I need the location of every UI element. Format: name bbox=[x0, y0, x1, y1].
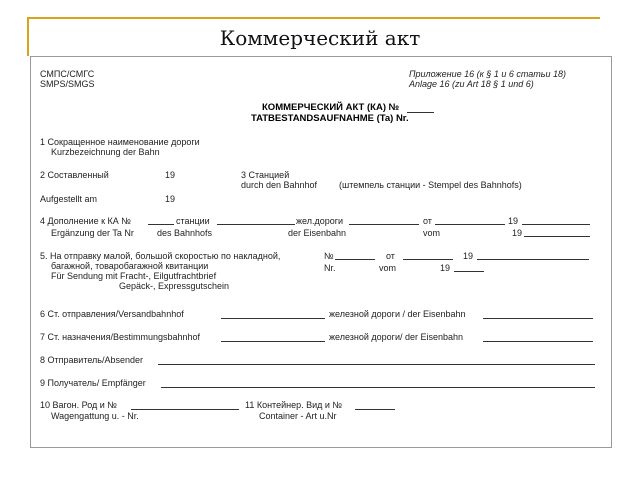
field-5-19: 19 bbox=[463, 251, 474, 261]
field-6-a: 6 Ст. отправления/Versandbahnhof bbox=[40, 309, 184, 319]
field-line bbox=[349, 224, 419, 225]
field-line bbox=[403, 259, 453, 260]
field-3-de: durch den Bahnhof bbox=[241, 180, 318, 190]
heading-ru: КОММЕРЧЕСКИЙ АКТ (КА) № bbox=[262, 102, 400, 113]
field-4-de-a: Ergänzung der Ta Nr bbox=[51, 228, 134, 238]
field-4-ru-a: 4 Дополнение к КА № bbox=[40, 216, 131, 226]
field-5-vom: vom bbox=[379, 263, 397, 273]
field-4-de-e: 19 bbox=[512, 228, 523, 238]
field-5-ru-2: багажной, товаробагажной квитанции bbox=[51, 261, 209, 271]
act-number-line bbox=[407, 112, 434, 113]
field-4-ru-b: станции bbox=[176, 216, 210, 226]
field-5-nr: Nr. bbox=[324, 263, 336, 273]
field-4-de-c: der Eisenbahn bbox=[288, 228, 347, 238]
field-3-ru: 3 Станцией bbox=[241, 170, 290, 180]
field-line bbox=[148, 224, 174, 225]
field-6-b: железной дороги / der Eisenbahn bbox=[329, 309, 466, 319]
field-line bbox=[131, 409, 239, 410]
field-11-de: Container - Art u.Nr bbox=[259, 411, 337, 421]
field-9: 9 Получатель/ Empfänger bbox=[40, 378, 146, 388]
station-stamp: (штемпель станции - Stempel des Bahnhofs) bbox=[339, 180, 522, 190]
field-5-19b: 19 bbox=[440, 263, 451, 273]
field-4-de-d: vom bbox=[423, 228, 441, 238]
appendix-ru: Приложение 16 (к § 1 и 6 статьи 18) bbox=[409, 69, 567, 79]
field-5-de-2: Gepäck-, Expressgutschein bbox=[119, 281, 230, 291]
field-line bbox=[524, 236, 590, 237]
field-2-year: 19 bbox=[165, 170, 176, 180]
field-10-de: Wagengattung u. - Nr. bbox=[51, 411, 139, 421]
field-2-year-de: 19 bbox=[165, 194, 176, 204]
field-1-ru: 1 Сокращенное наименование дороги bbox=[40, 137, 200, 147]
field-2-ru: 2 Составленный bbox=[40, 170, 109, 180]
field-4-ru-e: 19 bbox=[508, 216, 519, 226]
accent-rule-top bbox=[27, 17, 600, 19]
field-5-no: № bbox=[324, 251, 334, 261]
field-line bbox=[158, 364, 595, 365]
field-line bbox=[483, 318, 593, 319]
field-4-ru-d: от bbox=[423, 216, 432, 226]
field-line bbox=[477, 259, 589, 260]
field-7-a: 7 Ст. назначения/Bestimmungsbahnhof bbox=[40, 332, 201, 342]
commercial-act-form bbox=[30, 56, 612, 448]
field-line bbox=[161, 387, 595, 388]
field-line bbox=[217, 224, 295, 225]
appendix-de: Anlage 16 (zu Art 18 § 1 und 6) bbox=[409, 79, 534, 89]
field-7-b: железной дороги/ der Eisenbahn bbox=[329, 332, 464, 342]
field-line bbox=[221, 318, 325, 319]
field-11-ru: 11 Контейнер. Вид и № bbox=[245, 400, 343, 410]
field-4-ru-c: жел.дороги bbox=[296, 216, 344, 226]
heading-de: TATBESTANDSAUFNAHME (Ta) Nr. bbox=[251, 113, 409, 124]
field-line bbox=[355, 409, 395, 410]
field-8: 8 Отправитель/Absender bbox=[40, 355, 144, 365]
slide-title: Коммерческий акт bbox=[219, 26, 421, 50]
field-line bbox=[221, 341, 325, 342]
field-5-ot: от bbox=[386, 251, 395, 261]
field-line bbox=[435, 224, 505, 225]
org-de: SMPS/SMGS bbox=[40, 79, 95, 89]
field-1-de: Kurzbezeichnung der Bahn bbox=[51, 147, 160, 157]
field-5-de-1: Für Sendung mit Fracht-, Eilgutfrachtbrief bbox=[51, 271, 217, 281]
field-2-de: Aufgestellt am bbox=[40, 194, 98, 204]
org-ru: СМПС/СМГС bbox=[40, 69, 95, 79]
field-4-de-b: des Bahnhofs bbox=[157, 228, 213, 238]
field-line bbox=[522, 224, 590, 225]
field-line bbox=[454, 271, 484, 272]
field-5-ru-1: 5. На отправку малой, большой скоростью по накладной, bbox=[40, 251, 281, 261]
field-10-ru: 10 Вагон. Род и № bbox=[40, 400, 117, 410]
field-line bbox=[335, 259, 375, 260]
field-line bbox=[483, 341, 593, 342]
